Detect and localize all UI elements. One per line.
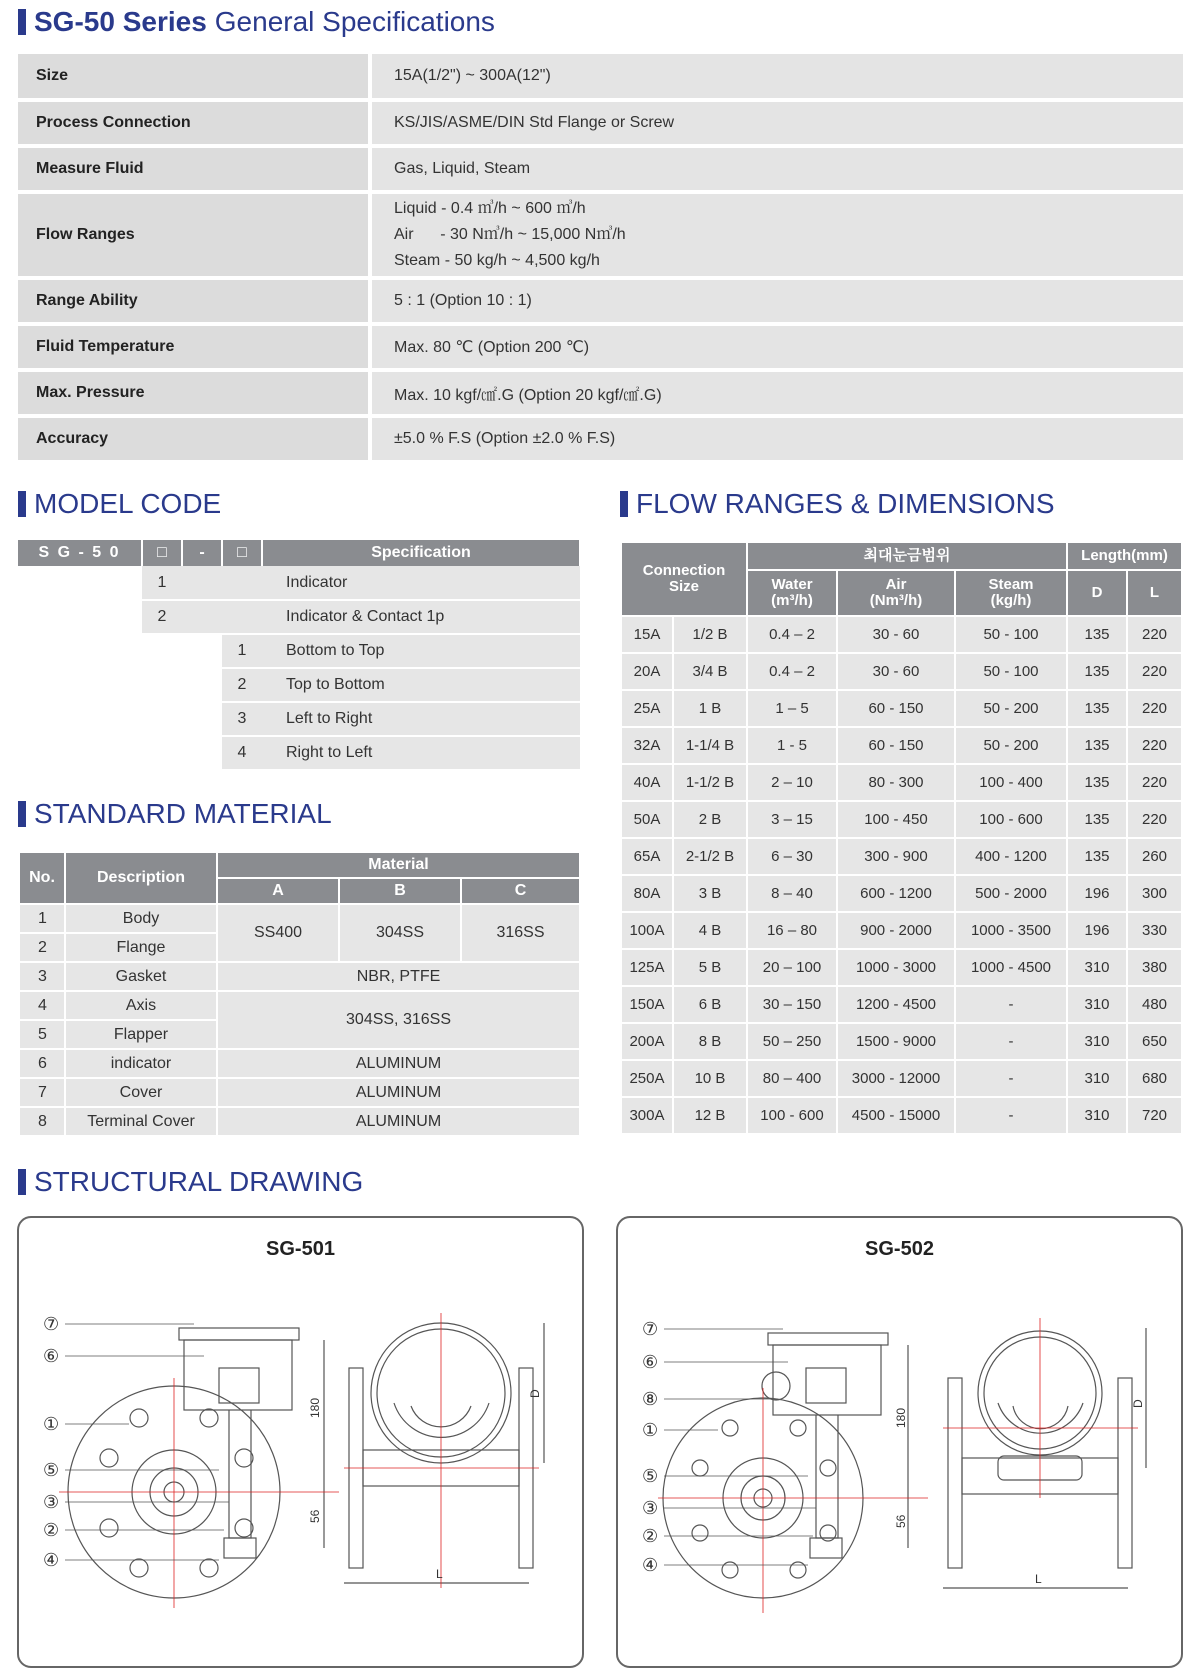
flow-cell: 60 - 150 xyxy=(837,690,955,727)
code-digit-1: 1 xyxy=(142,566,182,600)
callout-number: ⑦ xyxy=(642,1319,659,1340)
empty-cell xyxy=(18,566,142,600)
table-row xyxy=(18,146,1183,192)
flow-cell: 310 xyxy=(1067,1023,1127,1060)
flow-cell: 220 xyxy=(1127,690,1182,727)
table-row xyxy=(621,875,1182,912)
code-digit-2: 2 xyxy=(222,668,262,702)
flow-title: FLOW RANGES & DIMENSIONS xyxy=(620,490,1055,518)
flow-range-line: Steam - 50 kg/h ~ 4,500 kg/h xyxy=(394,252,600,269)
flow-cell: 32A xyxy=(621,727,673,764)
flow-cell: 260 xyxy=(1127,838,1182,875)
table-row xyxy=(621,838,1182,875)
table-row: 6 indicator ALUMINUM xyxy=(19,1049,580,1078)
table-row xyxy=(621,986,1182,1023)
empty-cell xyxy=(182,702,222,736)
flow-cell: 650 xyxy=(1127,1023,1182,1060)
flow-cell: 80 - 300 xyxy=(837,764,955,801)
flow-cell: 65A xyxy=(621,838,673,875)
empty-cell xyxy=(182,668,222,702)
flow-cell: 135 xyxy=(1067,838,1127,875)
material-table xyxy=(18,851,581,1137)
flow-header-length: Length(mm) xyxy=(1067,542,1182,570)
spec-key: Max. Pressure xyxy=(18,370,370,416)
flow-cell: 30 - 60 xyxy=(837,653,955,690)
general-spec-title xyxy=(18,8,495,36)
flow-cell: 8 – 40 xyxy=(747,875,837,912)
callout-number: ④ xyxy=(642,1555,659,1576)
flow-cell: 25A xyxy=(621,690,673,727)
table-row xyxy=(18,192,1183,278)
spec-key: Process Connection xyxy=(18,100,370,146)
section-marker xyxy=(18,1169,26,1195)
table-row xyxy=(18,278,1183,324)
callout-number: ① xyxy=(43,1414,60,1435)
flow-cell: 600 - 1200 xyxy=(837,875,955,912)
callout-number: ⑤ xyxy=(642,1466,659,1487)
flow-cell: - xyxy=(955,1023,1067,1060)
flow-cell: 50 - 200 xyxy=(955,690,1067,727)
flow-cell: 135 xyxy=(1067,690,1127,727)
flow-cell: 220 xyxy=(1127,801,1182,838)
spec-label: Indicator & Contact 1p xyxy=(262,600,580,634)
sg501-drawing xyxy=(19,1218,584,1668)
flow-cell: 135 xyxy=(1067,764,1127,801)
spec-value: KS/JIS/ASME/DIN Std Flange or Screw xyxy=(370,100,1183,146)
flow-cell: 1000 - 3500 xyxy=(955,912,1067,949)
flow-cell: 380 xyxy=(1127,949,1182,986)
table-row xyxy=(18,566,580,600)
table-row xyxy=(18,634,580,668)
mc-header-spec: Specification xyxy=(262,540,580,566)
flow-header-d: D xyxy=(1067,570,1127,616)
callout-number: ⑧ xyxy=(642,1389,659,1410)
flow-cell: - xyxy=(955,986,1067,1023)
spec-label: Indicator xyxy=(262,566,580,600)
flow-cell: 500 - 2000 xyxy=(955,875,1067,912)
flow-cell: 20A xyxy=(621,653,673,690)
flow-cell: 100 - 600 xyxy=(747,1097,837,1134)
mc-header-model: S G - 5 0 xyxy=(18,540,142,566)
spec-key: Measure Fluid xyxy=(18,146,370,192)
mat-header-material: Material xyxy=(217,852,580,878)
section-marker xyxy=(18,491,26,517)
mc-header-box1: □ xyxy=(142,540,182,566)
table-row xyxy=(621,764,1182,801)
flow-cell: 720 xyxy=(1127,1097,1182,1134)
flow-cell: 0.4 – 2 xyxy=(747,653,837,690)
flow-cell: 310 xyxy=(1067,1097,1127,1134)
callout-number: ③ xyxy=(642,1498,659,1519)
code-digit-2: 3 xyxy=(222,702,262,736)
dim-d: D xyxy=(1131,1399,1145,1408)
mat-header-b: B xyxy=(339,878,461,904)
model-code-table xyxy=(18,540,581,771)
flow-cell: 680 xyxy=(1127,1060,1182,1097)
spec-key: Fluid Temperature xyxy=(18,324,370,370)
flow-cell: 310 xyxy=(1067,986,1127,1023)
dim-l: L xyxy=(1035,1572,1042,1586)
table-row xyxy=(621,801,1182,838)
flow-header-air: Air (Nm³/h) xyxy=(837,570,955,616)
dim-56: 56 xyxy=(308,1509,322,1523)
drawing-title: STRUCTURAL DRAWING xyxy=(18,1168,363,1196)
flow-cell: 1-1/4 B xyxy=(673,727,747,764)
empty-cell xyxy=(18,736,142,770)
section-marker xyxy=(620,491,628,517)
flow-cell: 100 - 600 xyxy=(955,801,1067,838)
flow-cell: 15A xyxy=(621,616,673,653)
spec-value: 5 : 1 (Option 10 : 1) xyxy=(370,278,1183,324)
table-row xyxy=(621,727,1182,764)
flow-cell: 16 – 80 xyxy=(747,912,837,949)
flow-cell: 300A xyxy=(621,1097,673,1134)
empty-cell xyxy=(222,600,262,634)
title-rest: General Specifications xyxy=(214,6,495,37)
empty-cell xyxy=(182,736,222,770)
dim-180: 180 xyxy=(894,1407,908,1428)
flow-header-water: Water (m³/h) xyxy=(747,570,837,616)
spec-label: Right to Left xyxy=(262,736,580,770)
flow-cell: 220 xyxy=(1127,764,1182,801)
table-row xyxy=(18,100,1183,146)
table-row xyxy=(621,1023,1182,1060)
dim-180: 180 xyxy=(308,1397,322,1418)
flow-cell: 60 - 150 xyxy=(837,727,955,764)
table-row xyxy=(621,1060,1182,1097)
flow-cell: 2-1/2 B xyxy=(673,838,747,875)
flow-header-l: L xyxy=(1127,570,1182,616)
flow-cell: 50 - 100 xyxy=(955,616,1067,653)
code-digit-1: 2 xyxy=(142,600,182,634)
flow-cell: 1 – 5 xyxy=(747,690,837,727)
spec-label: Left to Right xyxy=(262,702,580,736)
flow-cell: 50 – 250 xyxy=(747,1023,837,1060)
flow-cell: 150A xyxy=(621,986,673,1023)
section-marker xyxy=(18,801,26,827)
dash-cell xyxy=(182,600,222,634)
flow-cell: 1-1/2 B xyxy=(673,764,747,801)
table-row xyxy=(18,702,580,736)
dim-l: L xyxy=(436,1567,443,1581)
empty-cell xyxy=(142,702,182,736)
spec-key: Flow Ranges xyxy=(18,192,370,278)
table-row xyxy=(621,912,1182,949)
flow-cell: 200A xyxy=(621,1023,673,1060)
table-row xyxy=(18,54,1183,100)
spec-value: Max. 10 kgf/㎠.G (Option 20 kgf/㎠.G) xyxy=(370,370,1183,416)
table-row xyxy=(621,653,1182,690)
flow-cell: - xyxy=(955,1097,1067,1134)
flow-cell: 80 – 400 xyxy=(747,1060,837,1097)
dash-cell xyxy=(182,566,222,600)
spec-key: Size xyxy=(18,54,370,100)
sg502-drawing xyxy=(618,1218,1183,1668)
table-row xyxy=(621,690,1182,727)
flow-cell: 3 B xyxy=(673,875,747,912)
flow-cell: 4 B xyxy=(673,912,747,949)
flow-cell: 100 - 450 xyxy=(837,801,955,838)
flow-cell: 6 – 30 xyxy=(747,838,837,875)
spec-key: Accuracy xyxy=(18,416,370,462)
flow-cell: 8 B xyxy=(673,1023,747,1060)
flow-cell: 10 B xyxy=(673,1060,747,1097)
flow-cell: 2 – 10 xyxy=(747,764,837,801)
flow-cell: 220 xyxy=(1127,653,1182,690)
drawing-panel-sg502 xyxy=(616,1216,1183,1668)
table-row xyxy=(18,668,580,702)
spec-key: Range Ability xyxy=(18,278,370,324)
empty-cell xyxy=(142,634,182,668)
callout-number: ② xyxy=(43,1520,60,1541)
flow-cell: 250A xyxy=(621,1060,673,1097)
flow-cell: 0.4 – 2 xyxy=(747,616,837,653)
flow-cell: 125A xyxy=(621,949,673,986)
table-row: 8 Terminal Cover ALUMINUM xyxy=(19,1107,580,1136)
flow-cell: 50 - 200 xyxy=(955,727,1067,764)
spec-value: 15A(1/2") ~ 300A(12") xyxy=(370,54,1183,100)
callout-number: ④ xyxy=(43,1550,60,1571)
dim-d: D xyxy=(528,1389,542,1398)
flow-cell: 135 xyxy=(1067,801,1127,838)
callout-number: ① xyxy=(642,1420,659,1441)
empty-cell xyxy=(18,600,142,634)
flow-cell: 900 - 2000 xyxy=(837,912,955,949)
empty-cell xyxy=(18,634,142,668)
table-row xyxy=(621,949,1182,986)
flow-range-line: Liquid - 0.4 ㎥/h ~ 600 ㎥/h xyxy=(394,200,586,217)
callout-number: ⑥ xyxy=(642,1352,659,1373)
flow-cell: 220 xyxy=(1127,727,1182,764)
flow-header-conn: Connection Size xyxy=(621,542,747,616)
flow-cell: 30 – 150 xyxy=(747,986,837,1023)
flow-cell: 220 xyxy=(1127,616,1182,653)
table-row: 4 Axis 304SS, 316SS xyxy=(19,991,580,1020)
section-marker xyxy=(18,9,26,35)
mat-header-desc: Description xyxy=(65,852,217,904)
model-code-title: MODEL CODE xyxy=(18,490,221,518)
flow-cell: 300 xyxy=(1127,875,1182,912)
table-row xyxy=(621,616,1182,653)
drawing-name: SG-501 xyxy=(266,1238,335,1260)
general-spec-table xyxy=(18,54,1183,464)
empty-cell xyxy=(18,702,142,736)
flow-cell: 1/2 B xyxy=(673,616,747,653)
spec-label: Bottom to Top xyxy=(262,634,580,668)
callout-number: ⑥ xyxy=(43,1346,60,1367)
flow-header-max-range: 최대눈금범위 xyxy=(747,542,1067,570)
callout-number: ③ xyxy=(43,1492,60,1513)
material-title: STANDARD MATERIAL xyxy=(18,800,332,828)
flow-cell: 1 - 5 xyxy=(747,727,837,764)
flow-cell: 480 xyxy=(1127,986,1182,1023)
flow-cell: 100A xyxy=(621,912,673,949)
mc-header-box2: □ xyxy=(222,540,262,566)
flow-cell: 2 B xyxy=(673,801,747,838)
dim-56: 56 xyxy=(894,1514,908,1528)
empty-cell xyxy=(18,668,142,702)
flow-cell: 135 xyxy=(1067,653,1127,690)
flow-cell: 6 B xyxy=(673,986,747,1023)
table-row: 5 Flapper xyxy=(19,1020,580,1049)
flow-table xyxy=(620,541,1183,1135)
spec-value: ±5.0 % F.S (Option ±2.0 % F.S) xyxy=(370,416,1183,462)
empty-cell xyxy=(142,668,182,702)
callout-number: ② xyxy=(642,1526,659,1547)
flow-cell: 3 – 15 xyxy=(747,801,837,838)
flow-cell: 30 - 60 xyxy=(837,616,955,653)
drawing-name: SG-502 xyxy=(865,1238,934,1260)
flow-cell: 196 xyxy=(1067,912,1127,949)
flow-header-steam: Steam (kg/h) xyxy=(955,570,1067,616)
flow-cell: 3/4 B xyxy=(673,653,747,690)
table-row xyxy=(18,324,1183,370)
flow-cell: 40A xyxy=(621,764,673,801)
flow-cell: 50 - 100 xyxy=(955,653,1067,690)
callout-number: ⑤ xyxy=(43,1460,60,1481)
flow-cell: - xyxy=(955,1060,1067,1097)
table-row: 7 Cover ALUMINUM xyxy=(19,1078,580,1107)
flow-cell: 3000 - 12000 xyxy=(837,1060,955,1097)
spec-value: Gas, Liquid, Steam xyxy=(370,146,1183,192)
table-row: 3 Gasket NBR, PTFE xyxy=(19,962,580,991)
mat-header-a: A xyxy=(217,878,339,904)
mat-header-no: No. xyxy=(19,852,65,904)
flow-cell: 400 - 1200 xyxy=(955,838,1067,875)
flow-cell: 1500 - 9000 xyxy=(837,1023,955,1060)
flow-cell: 310 xyxy=(1067,949,1127,986)
flow-cell: 1000 - 3000 xyxy=(837,949,955,986)
table-row xyxy=(18,416,1183,462)
mc-header-dash: - xyxy=(182,540,222,566)
flow-range-line: Air - 30 N㎥/h ~ 15,000 N㎥/h xyxy=(394,226,626,243)
flow-cell: 5 B xyxy=(673,949,747,986)
flow-cell: 135 xyxy=(1067,616,1127,653)
flow-cell: 300 - 900 xyxy=(837,838,955,875)
empty-cell xyxy=(222,566,262,600)
flow-cell: 1000 - 4500 xyxy=(955,949,1067,986)
table-row xyxy=(18,600,580,634)
spec-value xyxy=(370,192,1183,278)
flow-cell: 50A xyxy=(621,801,673,838)
flow-cell: 12 B xyxy=(673,1097,747,1134)
code-digit-2: 4 xyxy=(222,736,262,770)
empty-cell xyxy=(182,634,222,668)
flow-cell: 100 - 400 xyxy=(955,764,1067,801)
table-row xyxy=(18,370,1183,416)
callout-number: ⑦ xyxy=(43,1314,60,1335)
table-row xyxy=(18,736,580,770)
flow-cell: 330 xyxy=(1127,912,1182,949)
flow-cell: 1200 - 4500 xyxy=(837,986,955,1023)
flow-cell: 135 xyxy=(1067,727,1127,764)
flow-cell: 20 – 100 xyxy=(747,949,837,986)
table-row xyxy=(621,1097,1182,1134)
flow-cell: 80A xyxy=(621,875,673,912)
table-row: 1 Body SS400 304SS 316SS xyxy=(19,904,580,933)
table-row: 2 Flange xyxy=(19,933,580,962)
empty-cell xyxy=(142,736,182,770)
code-digit-2: 1 xyxy=(222,634,262,668)
flow-cell: 196 xyxy=(1067,875,1127,912)
flow-cell: 1 B xyxy=(673,690,747,727)
title-bold: SG-50 Series xyxy=(34,6,207,37)
mat-header-c: C xyxy=(461,878,580,904)
drawing-panel-sg501 xyxy=(17,1216,584,1668)
flow-cell: 4500 - 15000 xyxy=(837,1097,955,1134)
flow-cell: 310 xyxy=(1067,1060,1127,1097)
spec-value: Max. 80 ℃ (Option 200 ℃) xyxy=(370,324,1183,370)
spec-label: Top to Bottom xyxy=(262,668,580,702)
